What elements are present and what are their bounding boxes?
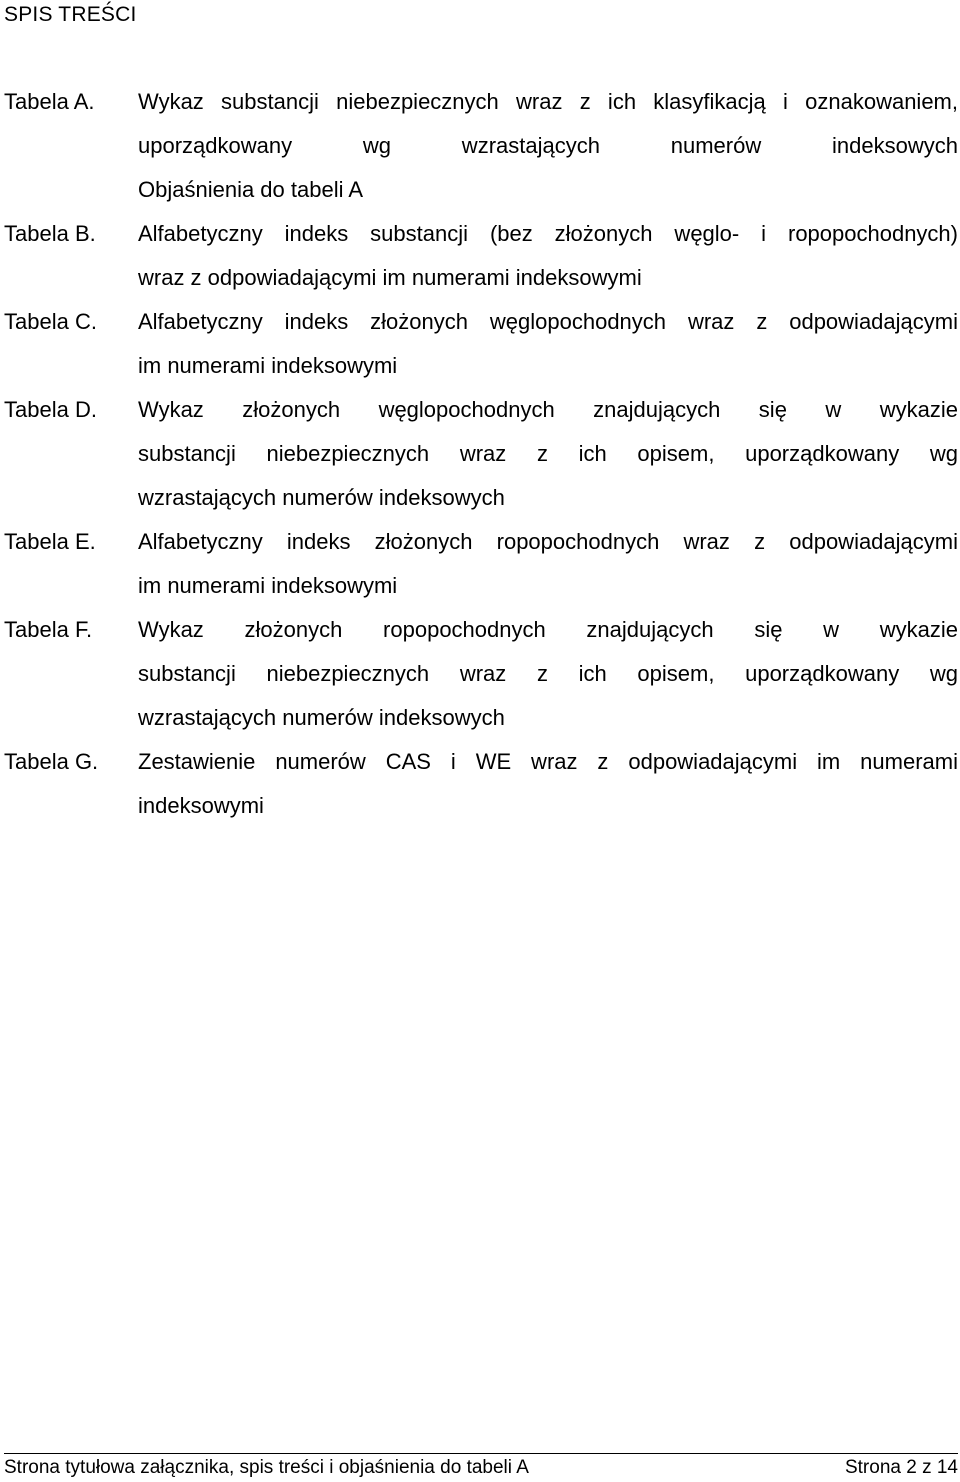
toc-entry-line: Objaśnienia do tabeli A xyxy=(138,177,364,202)
toc-entry-label: Tabela C. xyxy=(4,309,97,334)
toc-entry-line: Alfabetyczny indeks złożonych węglopochodnych wraz z odpowiadającymi xyxy=(138,309,958,334)
toc-entry-line: wzrastających numerów indeksowych xyxy=(138,485,505,510)
toc-entry-label: Tabela B. xyxy=(4,221,96,246)
page-heading: SPIS TREŚCI xyxy=(4,3,137,26)
toc-entry-description xyxy=(138,740,958,828)
toc-entry-line: substancji niebezpiecznych wraz z ich opisem, uporządkowany wg xyxy=(138,441,958,466)
table-of-contents xyxy=(0,80,960,828)
toc-entry-label: Tabela G. xyxy=(4,749,99,774)
toc-entry-line: wzrastających numerów indeksowych xyxy=(138,705,505,730)
toc-entry-label: Tabela D. xyxy=(4,397,97,422)
toc-entry-line: wraz z odpowiadającymi im numerami indeksowymi xyxy=(138,265,642,290)
toc-entry-tabela-g[interactable] xyxy=(0,740,960,828)
toc-entry-description xyxy=(138,300,958,388)
toc-entry-tabela-f[interactable] xyxy=(0,608,960,740)
toc-entry-line: indeksowymi xyxy=(138,793,264,818)
toc-entry-tabela-a[interactable] xyxy=(0,80,960,212)
toc-entry-label: Tabela E. xyxy=(4,529,96,554)
toc-entry-line: uporządkowany wg wzrastających numerów indeksowych xyxy=(138,133,958,158)
toc-entry-line: Alfabetyczny indeks substancji (bez złożonych węglo- i ropopochodnych) xyxy=(138,221,958,246)
toc-entry-line: Wykaz złożonych ropopochodnych znajdujących się w wykazie xyxy=(138,617,958,642)
toc-entry-line: im numerami indeksowymi xyxy=(138,573,398,598)
toc-entry-line: Wykaz substancji niebezpiecznych wraz z ich klasyfikacją i oznakowaniem, xyxy=(138,89,958,114)
toc-entry-label: Tabela F. xyxy=(4,617,93,642)
toc-entry-description xyxy=(138,520,958,608)
toc-entry-tabela-b[interactable] xyxy=(0,212,960,300)
footer-page-number: Strona 2 z 14 xyxy=(844,1457,958,1478)
toc-entry-description xyxy=(138,80,958,212)
footer-document-title: Strona tytułowa załącznika, spis treści i objaśnienia do tabeli A xyxy=(4,1457,529,1478)
toc-entry-line: Alfabetyczny indeks złożonych ropopochodnych wraz z odpowiadającymi xyxy=(138,529,958,554)
toc-entry-line: Wykaz złożonych węglopochodnych znajdujących się w wykazie xyxy=(138,397,958,422)
page-footer xyxy=(4,1453,958,1482)
toc-entry-line: substancji niebezpiecznych wraz z ich opisem, uporządkowany wg xyxy=(138,661,958,686)
toc-entry-description xyxy=(138,212,958,300)
toc-entry-description xyxy=(138,388,958,520)
toc-entry-tabela-d[interactable] xyxy=(0,388,960,520)
toc-entry-line: im numerami indeksowymi xyxy=(138,353,398,378)
toc-entry-line: Zestawienie numerów CAS i WE wraz z odpowiadającymi im numerami xyxy=(138,749,958,774)
toc-entry-description xyxy=(138,608,958,740)
toc-entry-tabela-e[interactable] xyxy=(0,520,960,608)
toc-entry-label: Tabela A. xyxy=(4,89,95,114)
toc-entry-tabela-c[interactable] xyxy=(0,300,960,388)
